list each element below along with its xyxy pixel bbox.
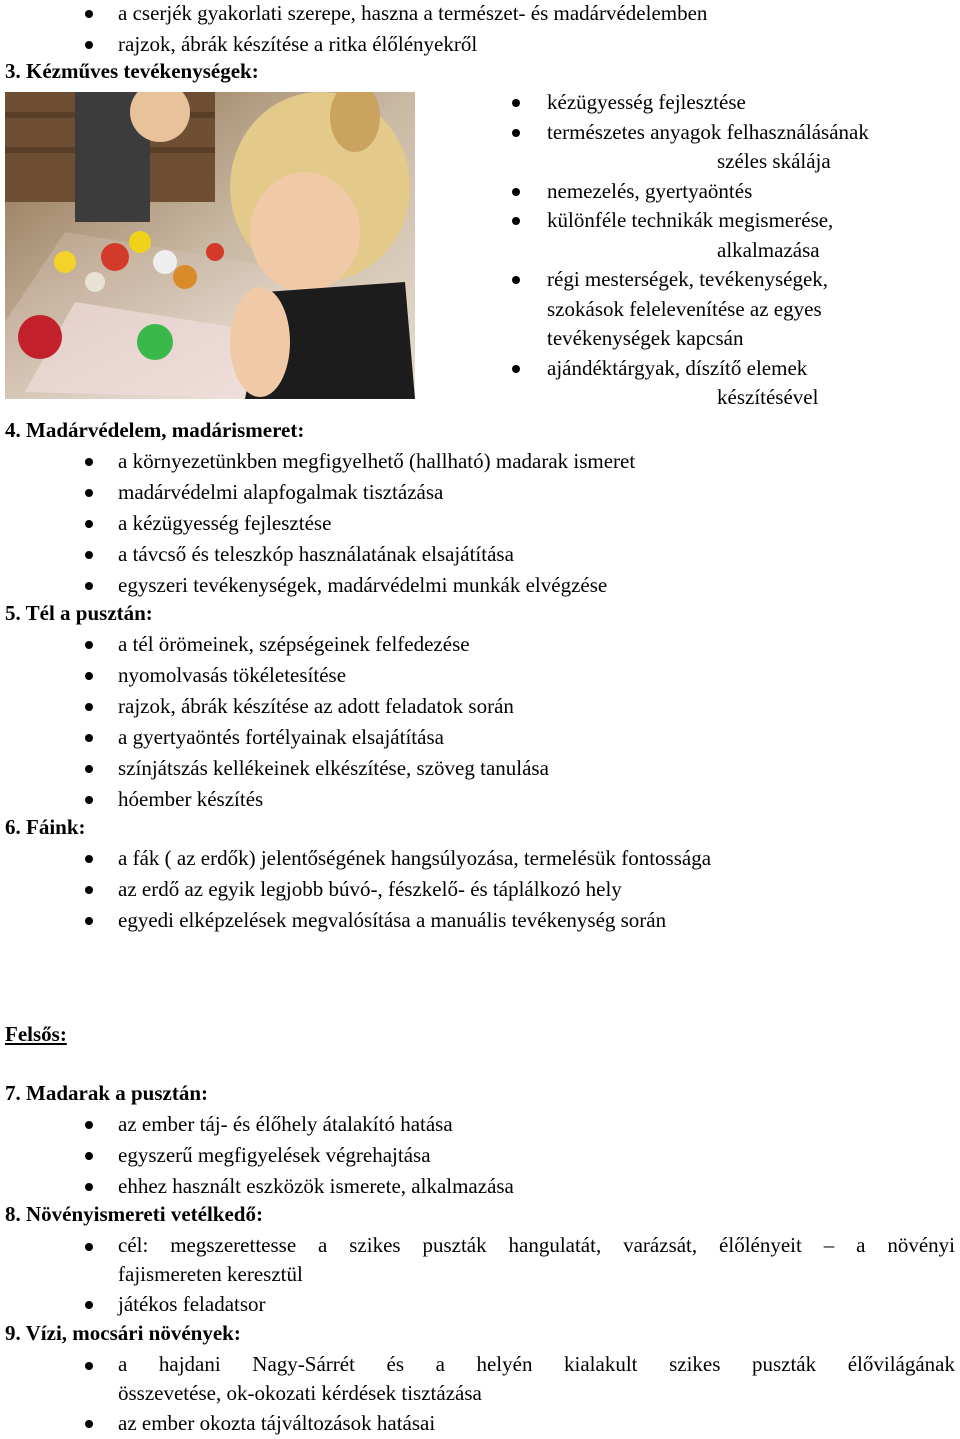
- list-item: az erdő az egyik legjobb búvó-, fészkelő- és táplálkozó hely: [118, 874, 711, 905]
- list-item: a gyertyaöntés fortélyainak elsajátítása: [118, 722, 549, 753]
- list-item: rajzok, ábrák készítése az adott feladatok során: [118, 691, 549, 722]
- list-item: természetes anyagok felhasználásának széles skálája: [547, 118, 947, 177]
- list-item: a tél örömeinek, szépségeinek felfedezése: [118, 629, 549, 660]
- section-3-title: 3. Kézműves tevékenységek:: [5, 59, 259, 83]
- list-item: a fák ( az erdők) jelentőségének hangsúlyozása, termelésük fontossága: [118, 843, 711, 874]
- list-item: az ember okozta tájváltozások hatásai: [118, 1408, 955, 1439]
- list-item: játékos feladatsor: [118, 1289, 955, 1320]
- list-item: nyomolvasás tökéletesítése: [118, 660, 549, 691]
- list-item: hóember készítés: [118, 784, 549, 815]
- felsos-heading: Felsős:: [5, 1022, 67, 1046]
- section-6-title: 6. Fáink:: [5, 815, 86, 839]
- section-7-list: [118, 1109, 514, 1202]
- list-item: különféle technikák megismerése, alkalmazása: [547, 206, 947, 265]
- list-item: a cserjék gyakorlati szerepe, haszna a természet- és madárvédelemben: [118, 0, 707, 29]
- section-9-title: 9. Vízi, mocsári növények:: [5, 1321, 241, 1345]
- list-item: a távcső és teleszkóp használatának elsajátítása: [118, 539, 635, 570]
- section-4-list: [118, 446, 635, 601]
- section-6-list: [118, 843, 711, 936]
- section-5-title: 5. Tél a pusztán:: [5, 601, 153, 625]
- list-item: ajándéktárgyak, díszítő elemek készítésével: [547, 354, 947, 413]
- list-item: egyszeri tevékenységek, madárvédelmi munkák elvégzése: [118, 570, 635, 601]
- section-9-list: [118, 1350, 955, 1439]
- list-item: színjátszás kellékeinek elkészítése, szöveg tanulása: [118, 753, 549, 784]
- list-item: ehhez használt eszközök ismerete, alkalmazása: [118, 1171, 514, 1202]
- list-item: régi mesterségek, tevékenységek, szokások felelevenítése az egyes tevékenységek kapcsán: [547, 265, 947, 354]
- section-4-title: 4. Madárvédelem, madárismeret:: [5, 418, 305, 442]
- list-item: cél: megszerettesse a szikes puszták hangulatát, varázsát, élőlényeit – a növényi fajismereten keresztül: [118, 1231, 955, 1289]
- list-item: a környezetünkben megfigyelhető (hallható) madarak ismeret: [118, 446, 635, 477]
- list-item: az ember táj- és élőhely átalakító hatása: [118, 1109, 514, 1140]
- section-8-title: 8. Növényismereti vetélkedő:: [5, 1202, 263, 1226]
- list-item: rajzok, ábrák készítése a ritka élőlényekről: [118, 29, 707, 60]
- section-7-title: 7. Madarak a pusztán:: [5, 1081, 209, 1105]
- section-3-list: [547, 88, 947, 413]
- intro-list: [118, 0, 707, 60]
- list-item: nemezelés, gyertyaöntés: [547, 177, 947, 207]
- list-item: egyedi elképzelések megvalósítása a manuális tevékenység során: [118, 905, 711, 936]
- list-item: a hajdani Nagy-Sárrét és a helyén kialakult szikes puszták élővilágának összevetése, ok-okozati kérdések tisztázása: [118, 1350, 955, 1408]
- list-item: kézügyesség fejlesztése: [547, 88, 947, 118]
- section-8-list: [118, 1231, 955, 1320]
- section-5-list: [118, 629, 549, 815]
- list-item: a kézügyesség fejlesztése: [118, 508, 635, 539]
- children-crafting-photo: [5, 92, 415, 399]
- list-item: egyszerű megfigyelések végrehajtása: [118, 1140, 514, 1171]
- list-item: madárvédelmi alapfogalmak tisztázása: [118, 477, 635, 508]
